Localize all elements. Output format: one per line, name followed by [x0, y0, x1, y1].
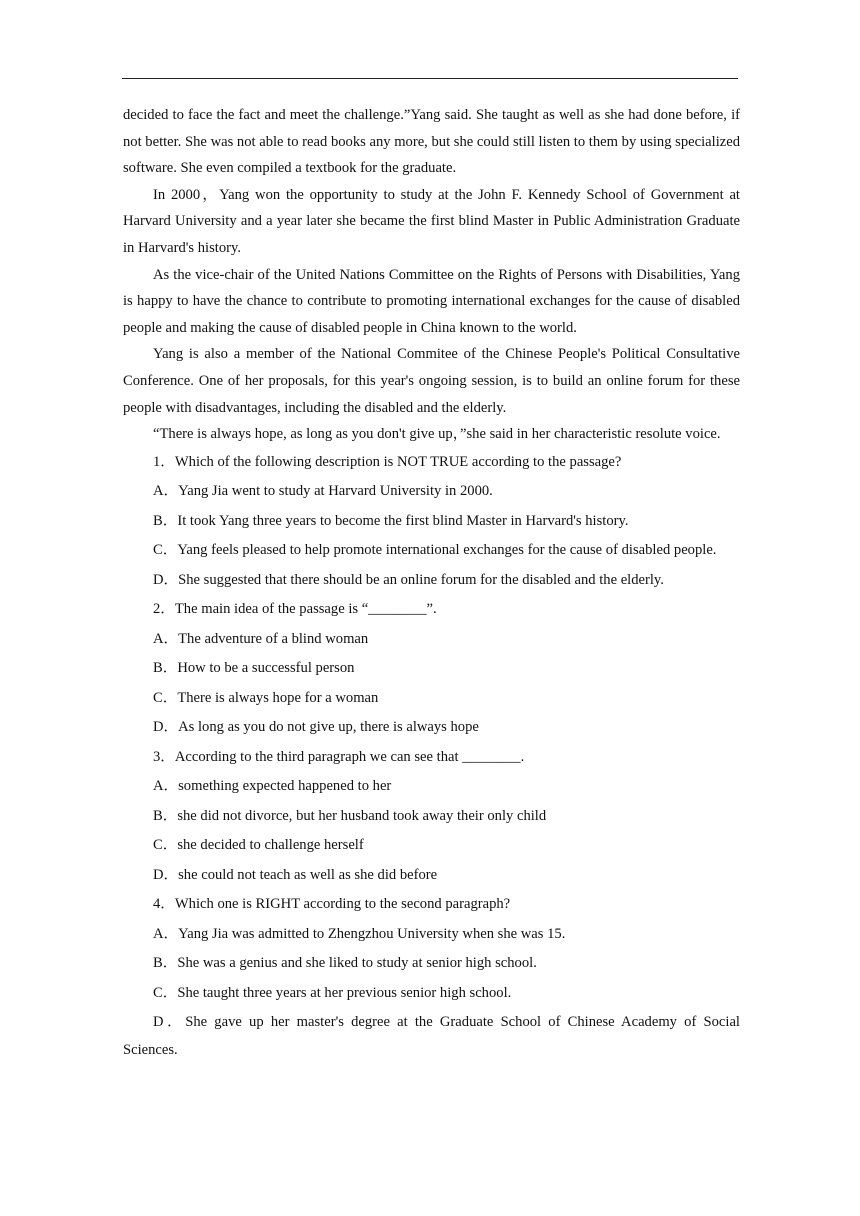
question-stem: 2．The main idea of the passage is “________”.	[153, 601, 437, 618]
option-c: C．she decided to challenge herself	[153, 837, 364, 854]
question-stem: 3．According to the third paragraph we can see that ________.	[153, 748, 525, 765]
option-c: C．She taught three years at her previous senior high school.	[153, 984, 512, 1001]
option-c: C．There is always hope for a woman	[153, 689, 379, 706]
option-d: D．As long as you do not give up, there is always hope	[153, 719, 479, 736]
option-b: B．It took Yang three years to become the first blind Master in Harvard's history.	[153, 512, 629, 529]
question-2	[123, 595, 740, 743]
option-d: D．She gave up her master's degree at the Graduate School of Chinese Academy of Social Sciences.	[123, 1014, 740, 1059]
option-c: C．Yang feels pleased to help promote international exchanges for the cause of disabled people.	[153, 542, 717, 559]
passage-paragraph-2: In 2000，Yang won the opportunity to study at the John F. Kennedy School of Government at Harvard University and a year later she became the first blind Master in Public Administration Graduate in Harvard's history.	[123, 186, 740, 256]
option-a: A．something expected happened to her	[153, 778, 392, 795]
option-a: A．The adventure of a blind woman	[153, 630, 369, 647]
option-b: B．How to be a successful person	[153, 660, 355, 677]
document-body	[123, 102, 740, 1064]
passage-paragraph-1: decided to face the fact and meet the challenge.”Yang said. She taught as well as she had done before, if not better. She was not able to read books any more, but she could still listen to them by using specialized software. She even compiled a textbook for the graduate.	[123, 107, 740, 177]
option-a: A．Yang Jia was admitted to Zhengzhou University when she was 15.	[153, 925, 566, 942]
option-d: D．She suggested that there should be an online forum for the disabled and the elderly.	[153, 571, 664, 588]
question-stem: 1．Which of the following description is NOT TRUE according to the passage?	[153, 453, 622, 470]
passage-paragraph-3: As the vice-chair of the United Nations Committee on the Rights of Persons with Disabilities, Yang is happy to have the chance to contribute to promoting international exchanges for the cause of disabled people and making the cause of disabled people in China known to the world.	[123, 266, 740, 336]
header-rule	[122, 78, 738, 79]
question-4	[123, 890, 740, 1064]
passage-paragraph-5: “There is always hope, as long as you don't give up，”she said in her characteristic resolute voice.	[153, 426, 721, 443]
option-b: B．she did not divorce, but her husband took away their only child	[153, 807, 547, 824]
question-stem: 4．Which one is RIGHT according to the second paragraph?	[153, 896, 511, 913]
question-1	[123, 448, 740, 596]
passage-paragraph-4: Yang is also a member of the National Commitee of the Chinese People's Political Consultative Conference. One of her proposals, for this year's ongoing session, is to build an online forum for these people with disadvantages, including the disabled and the elderly.	[123, 346, 740, 416]
option-d: D．she could not teach as well as she did before	[153, 866, 438, 883]
option-b: B．She was a genius and she liked to study at senior high school.	[153, 955, 537, 972]
question-3	[123, 743, 740, 891]
option-a: A．Yang Jia went to study at Harvard University in 2000.	[153, 483, 493, 500]
